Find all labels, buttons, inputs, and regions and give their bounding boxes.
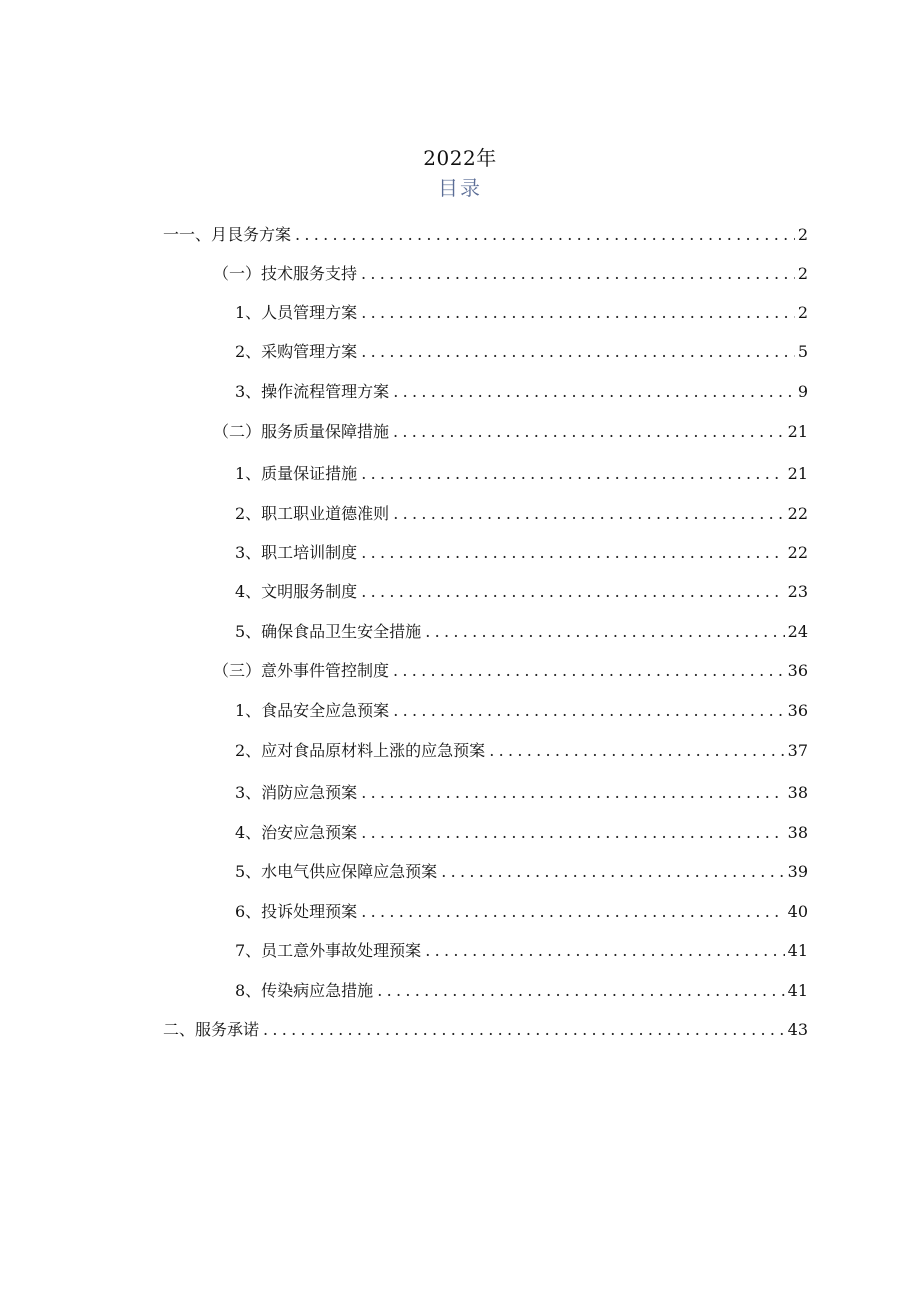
toc-entry-label: 3、操作流程管理方案	[235, 382, 390, 401]
toc-leader-dots	[361, 261, 795, 287]
toc-entry-page: 36	[787, 701, 808, 720]
toc-leader-dots	[393, 698, 784, 724]
toc-entry[interactable]	[213, 658, 808, 684]
toc-entry-label: 二、服务承诺	[163, 1020, 260, 1039]
toc-entry[interactable]	[163, 1017, 808, 1043]
toc-entry-label: 1、食品安全应急预案	[235, 701, 390, 720]
toc-leader-dots	[393, 658, 785, 684]
toc-entry[interactable]	[235, 698, 808, 724]
toc-leader-dots	[295, 222, 795, 248]
toc-entry-label: （三）意外事件管控制度	[213, 661, 390, 680]
toc-leader-dots	[393, 419, 785, 445]
toc-entry[interactable]	[235, 379, 808, 405]
document-year: 2022年	[423, 146, 497, 170]
toc-entry-label: 3、职工培训制度	[235, 543, 358, 562]
toc-leader-dots	[361, 579, 784, 605]
toc-entry-label: 4、文明服务制度	[235, 582, 358, 601]
toc-entry-page: 38	[787, 783, 808, 802]
toc-entry[interactable]	[235, 619, 808, 645]
toc-entry-page: 41	[787, 981, 808, 1000]
toc-entry-page: 22	[787, 504, 808, 523]
toc-entry-label: 2、应对食品原材料上涨的应急预案	[235, 741, 486, 760]
toc-entry-page: 2	[797, 264, 808, 283]
toc-entry[interactable]	[213, 419, 808, 445]
toc-entry-label: 7、员工意外事故处理预案	[235, 941, 422, 960]
toc-entry-page: 43	[787, 1020, 808, 1039]
toc-entry-label: 8、传染病应急措施	[235, 981, 374, 1000]
toc-entry[interactable]	[235, 738, 808, 764]
toc-entry-page: 9	[797, 382, 808, 401]
toc-leader-dots	[361, 780, 784, 806]
toc-entry[interactable]	[235, 780, 808, 806]
toc-entry-label: 一一、月艮务方案	[163, 225, 292, 244]
toc-entry-page: 41	[787, 941, 808, 960]
toc-entry-label: （一）技术服务支持	[213, 264, 358, 283]
toc-entry-page: 22	[787, 543, 808, 562]
toc-leader-dots	[361, 300, 795, 326]
toc-entry-page: 36	[787, 661, 808, 680]
toc-entry-page: 2	[797, 303, 808, 322]
toc-leader-dots	[361, 339, 795, 365]
toc-entry[interactable]	[235, 540, 808, 566]
toc-entry[interactable]	[235, 899, 808, 925]
toc-entry-page: 21	[787, 422, 808, 441]
toc-leader-dots	[361, 899, 784, 925]
toc-leader-dots	[425, 938, 784, 964]
toc-entry[interactable]	[235, 859, 808, 885]
toc-entry-label: 1、人员管理方案	[235, 303, 358, 322]
toc-entry-label: 2、职工职业道德准则	[235, 504, 390, 523]
toc-leader-dots	[377, 978, 784, 1004]
toc-entry-label: 6、投诉处理预案	[235, 902, 358, 921]
toc-entry-label: 2、采购管理方案	[235, 342, 358, 361]
toc-entry-page: 39	[787, 862, 808, 881]
toc-leader-dots	[361, 820, 784, 846]
toc-leader-dots	[361, 461, 784, 487]
toc-entry[interactable]	[235, 978, 808, 1004]
toc-entry[interactable]	[163, 222, 808, 248]
toc-entry-label: 5、水电气供应保障应急预案	[235, 862, 438, 881]
toc-entry-page: 38	[787, 823, 808, 842]
toc-entry-label: 3、消防应急预案	[235, 783, 358, 802]
toc-leader-dots	[361, 540, 784, 566]
toc-entry-label: （二）服务质量保障措施	[213, 422, 390, 441]
toc-entry[interactable]	[235, 938, 808, 964]
toc-title: 目录	[438, 176, 482, 200]
toc-leader-dots	[393, 501, 784, 527]
toc-entry-page: 23	[787, 582, 808, 601]
toc-leader-dots	[263, 1017, 785, 1043]
toc-entry[interactable]	[235, 579, 808, 605]
toc-entry[interactable]	[235, 339, 808, 365]
toc-entry-page: 2	[797, 225, 808, 244]
toc-entry-page: 21	[787, 464, 808, 483]
toc-entry[interactable]	[235, 820, 808, 846]
toc-entry-page: 37	[787, 741, 808, 760]
toc-leader-dots	[393, 379, 795, 405]
toc-entry-label: 4、治安应急预案	[235, 823, 358, 842]
toc-entry[interactable]	[235, 501, 808, 527]
toc-entry-page: 40	[787, 902, 808, 921]
toc-entry-page: 24	[787, 622, 808, 641]
toc-entry[interactable]	[213, 261, 808, 287]
toc-entry-label: 1、质量保证措施	[235, 464, 358, 483]
toc-leader-dots	[425, 619, 784, 645]
toc-entry-page: 5	[797, 342, 808, 361]
toc-entry-label: 5、确保食品卫生安全措施	[235, 622, 422, 641]
toc-leader-dots	[489, 738, 784, 764]
toc-entry[interactable]	[235, 300, 808, 326]
toc-leader-dots	[441, 859, 784, 885]
toc-entry[interactable]	[235, 461, 808, 487]
